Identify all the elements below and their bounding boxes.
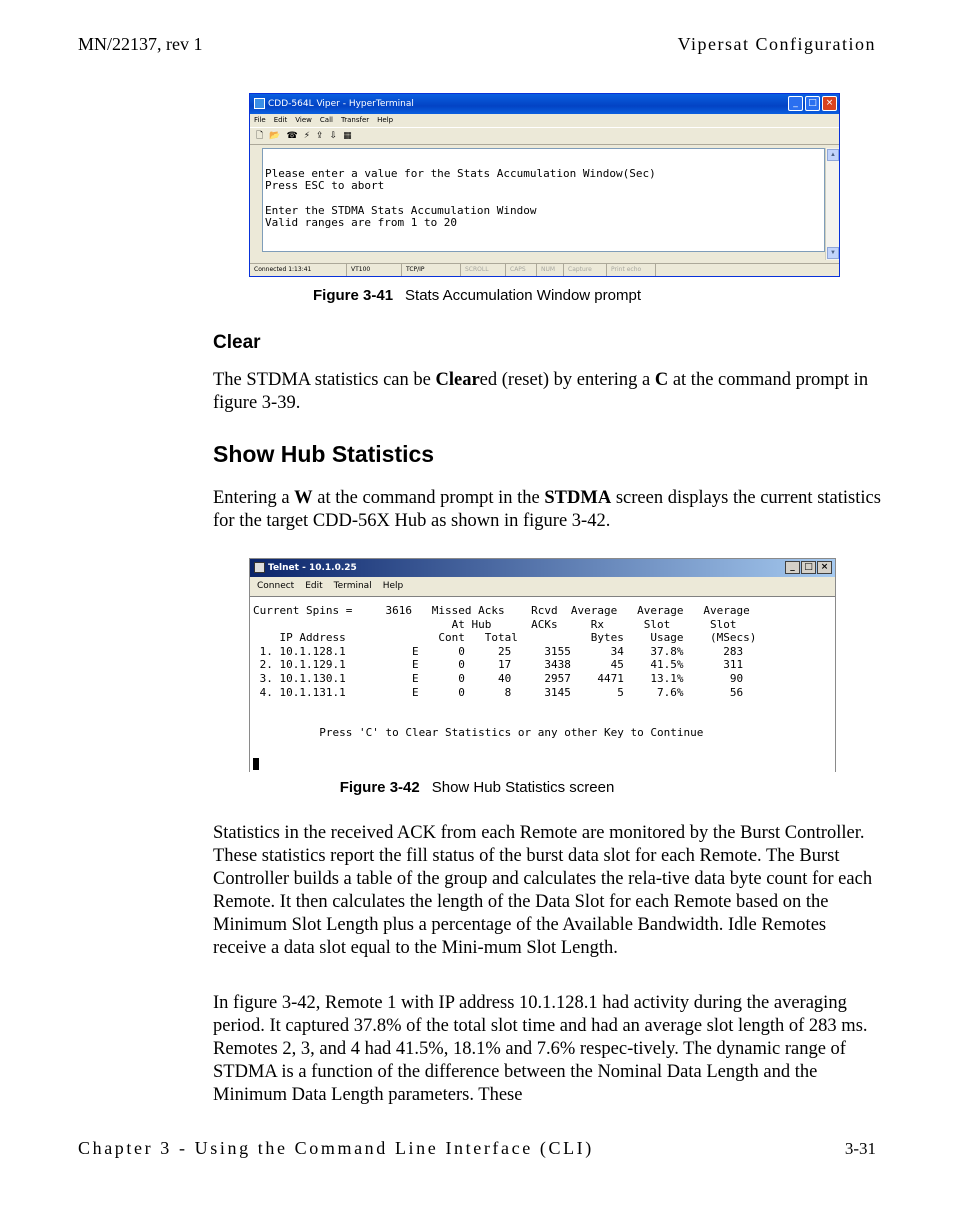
menu-terminal[interactable]: Terminal — [333, 581, 372, 591]
properties-icon[interactable]: ▦ — [343, 131, 352, 141]
status-connected: Connected 1:13:41 — [250, 264, 347, 276]
clear-text-2: ed (reset) by entering a — [479, 370, 655, 390]
clear-bold-1: Clear — [435, 370, 480, 390]
page-number: 3-31 — [844, 1139, 876, 1158]
telnet-title: Telnet - 10.1.0.25 — [268, 563, 357, 573]
menu-help[interactable]: Help — [382, 581, 404, 591]
send-icon[interactable]: ⇪ — [316, 131, 324, 141]
toolbar — [250, 127, 839, 145]
body-paragraph: In figure 3-42, Remote 1 with IP address 10.1.128.1 had activity during the averaging period. It captured 37.8% of the total slot time and had an average slot length of 283 ms. Remotes 2, 3, and 4 had 41.5%, 18.1% and 7.6% respec-tively. The dynamic range of STDMA is a function of the difference between the Nominal Data Length and the Minimum Data Length parameters. These — [213, 993, 868, 1105]
status-caps: CAPS — [506, 264, 537, 276]
hub-bold-1: W — [294, 488, 313, 508]
menu-edit[interactable]: Edit — [273, 116, 288, 124]
show-hub-statistics-heading: Show Hub Statistics — [213, 441, 435, 467]
terminal-screen[interactable] — [262, 148, 825, 252]
clear-heading: Clear — [213, 332, 261, 353]
figure-41-label: Figure 3-41 — [313, 287, 394, 304]
status-print-echo: Print echo — [607, 264, 656, 276]
telnet-icon — [254, 562, 265, 573]
hub-bold-2: STDMA — [544, 488, 612, 508]
menu-bar — [250, 114, 839, 127]
figure-41-text: Stats Accumulation Window prompt — [405, 287, 641, 304]
hub-text-3: screen displays the current statistics for the target CDD-56X Hub as shown in figure 3-42. — [213, 488, 881, 531]
close-button[interactable]: × — [822, 96, 837, 111]
status-num: NUM — [537, 264, 564, 276]
body-paragraph: Statistics in the received ACK from each Remote are monitored by the Burst Controller. These statistics report the fill status of the burst data slot for each Remote. The Burst Controller builds a table of the group and calculates the rela-tive data byte count for each Remote. It then calculates the length of the Data Slot for each Remote based on the Minimum Slot Length plus a percentage of the Available Bandwidth. Idle Remotes receive a data slot equal to the Mini-mum Slot Length. — [213, 823, 873, 958]
document-number: MN/22137, rev 1 — [78, 34, 203, 54]
terminal-output: Please enter a value for the Stats Accumulation Window(Sec) Press ESC to abort Enter the STDMA Stats Accumulation Window Valid ranges are from 1 to 20 — [265, 167, 656, 230]
status-bar — [250, 263, 839, 276]
clear-bold-2: C — [654, 370, 669, 390]
status-protocol: TCP/IP — [402, 264, 461, 276]
telnet-screen[interactable] — [250, 596, 835, 772]
telnet-close-button[interactable]: × — [817, 561, 832, 574]
clear-text-3: at the command prompt in figure 3-39. — [213, 370, 869, 413]
receive-icon[interactable]: ⇩ — [329, 131, 338, 141]
maximize-button[interactable]: □ — [805, 96, 820, 111]
figure-41-caption — [0, 287, 954, 304]
hub-text-1: Entering a — [213, 488, 295, 508]
figure-42-caption — [0, 779, 954, 796]
menu-edit[interactable]: Edit — [305, 581, 323, 591]
hub-statistics-output: Current Spins = 3616 Missed Acks Rcvd Average Average Average At Hub ACKs Rx Slot Slot IP Address Cont Total Bytes Usage (MSecs) 1. 10.1.128.1 E 0 25 3155 34 37.8% 283 2. 10.1.129.1 E 0 17 3438 45 41.5% 311 3. 10.1.130.1 E 0 40 2957 4471 13.1% 90 4. 10.1.131.1 E 0 8 3145 5 7.6% 56 Press 'C' to Clear Statistics or any other Key to Continue — [253, 604, 757, 740]
new-icon[interactable]: 🗋 — [256, 131, 264, 141]
hub-paragraph — [213, 487, 883, 533]
scrollbar[interactable] — [825, 148, 839, 260]
chapter-title: Chapter 3 - Using the Command Line Interface (CLI) — [78, 1138, 594, 1158]
scroll-up-icon[interactable]: ▲ — [827, 149, 839, 161]
menu-view[interactable]: View — [295, 116, 312, 124]
status-scroll: SCROLL — [461, 264, 506, 276]
telnet-window — [249, 558, 836, 772]
telnet-titlebar — [250, 559, 835, 577]
open-icon[interactable]: 📂 — [269, 131, 281, 141]
hyperterminal-window — [249, 93, 840, 277]
window-title: CDD-564L Viper - HyperTerminal — [268, 99, 414, 109]
terminal-cursor — [253, 758, 259, 770]
menu-help[interactable]: Help — [377, 116, 394, 124]
minimize-button[interactable]: _ — [788, 96, 803, 111]
disconnect-icon[interactable]: ⚡ — [303, 131, 311, 141]
hub-text-2: at the command prompt in the — [312, 488, 545, 508]
scroll-down-icon[interactable]: ▼ — [827, 247, 839, 259]
figure-42-text: Show Hub Statistics screen — [431, 779, 615, 796]
figure-42-label: Figure 3-42 — [339, 779, 420, 796]
phone-icon[interactable]: ☎ — [286, 131, 298, 141]
status-emulation: VT100 — [347, 264, 402, 276]
section-title: Vipersat Configuration — [677, 34, 876, 54]
telnet-menu-bar — [250, 577, 835, 595]
status-capture: Capture — [564, 264, 607, 276]
window-titlebar — [250, 94, 839, 114]
clear-text-1: The STDMA statistics can be — [213, 370, 436, 390]
telnet-minimize-button[interactable]: _ — [785, 561, 800, 574]
hyperterminal-icon — [254, 98, 265, 109]
menu-transfer[interactable]: Transfer — [340, 116, 370, 124]
clear-paragraph — [213, 369, 883, 415]
menu-call[interactable]: Call — [319, 116, 333, 124]
menu-file[interactable]: File — [254, 116, 266, 124]
menu-connect[interactable]: Connect — [257, 581, 295, 591]
telnet-maximize-button[interactable]: □ — [801, 561, 816, 574]
